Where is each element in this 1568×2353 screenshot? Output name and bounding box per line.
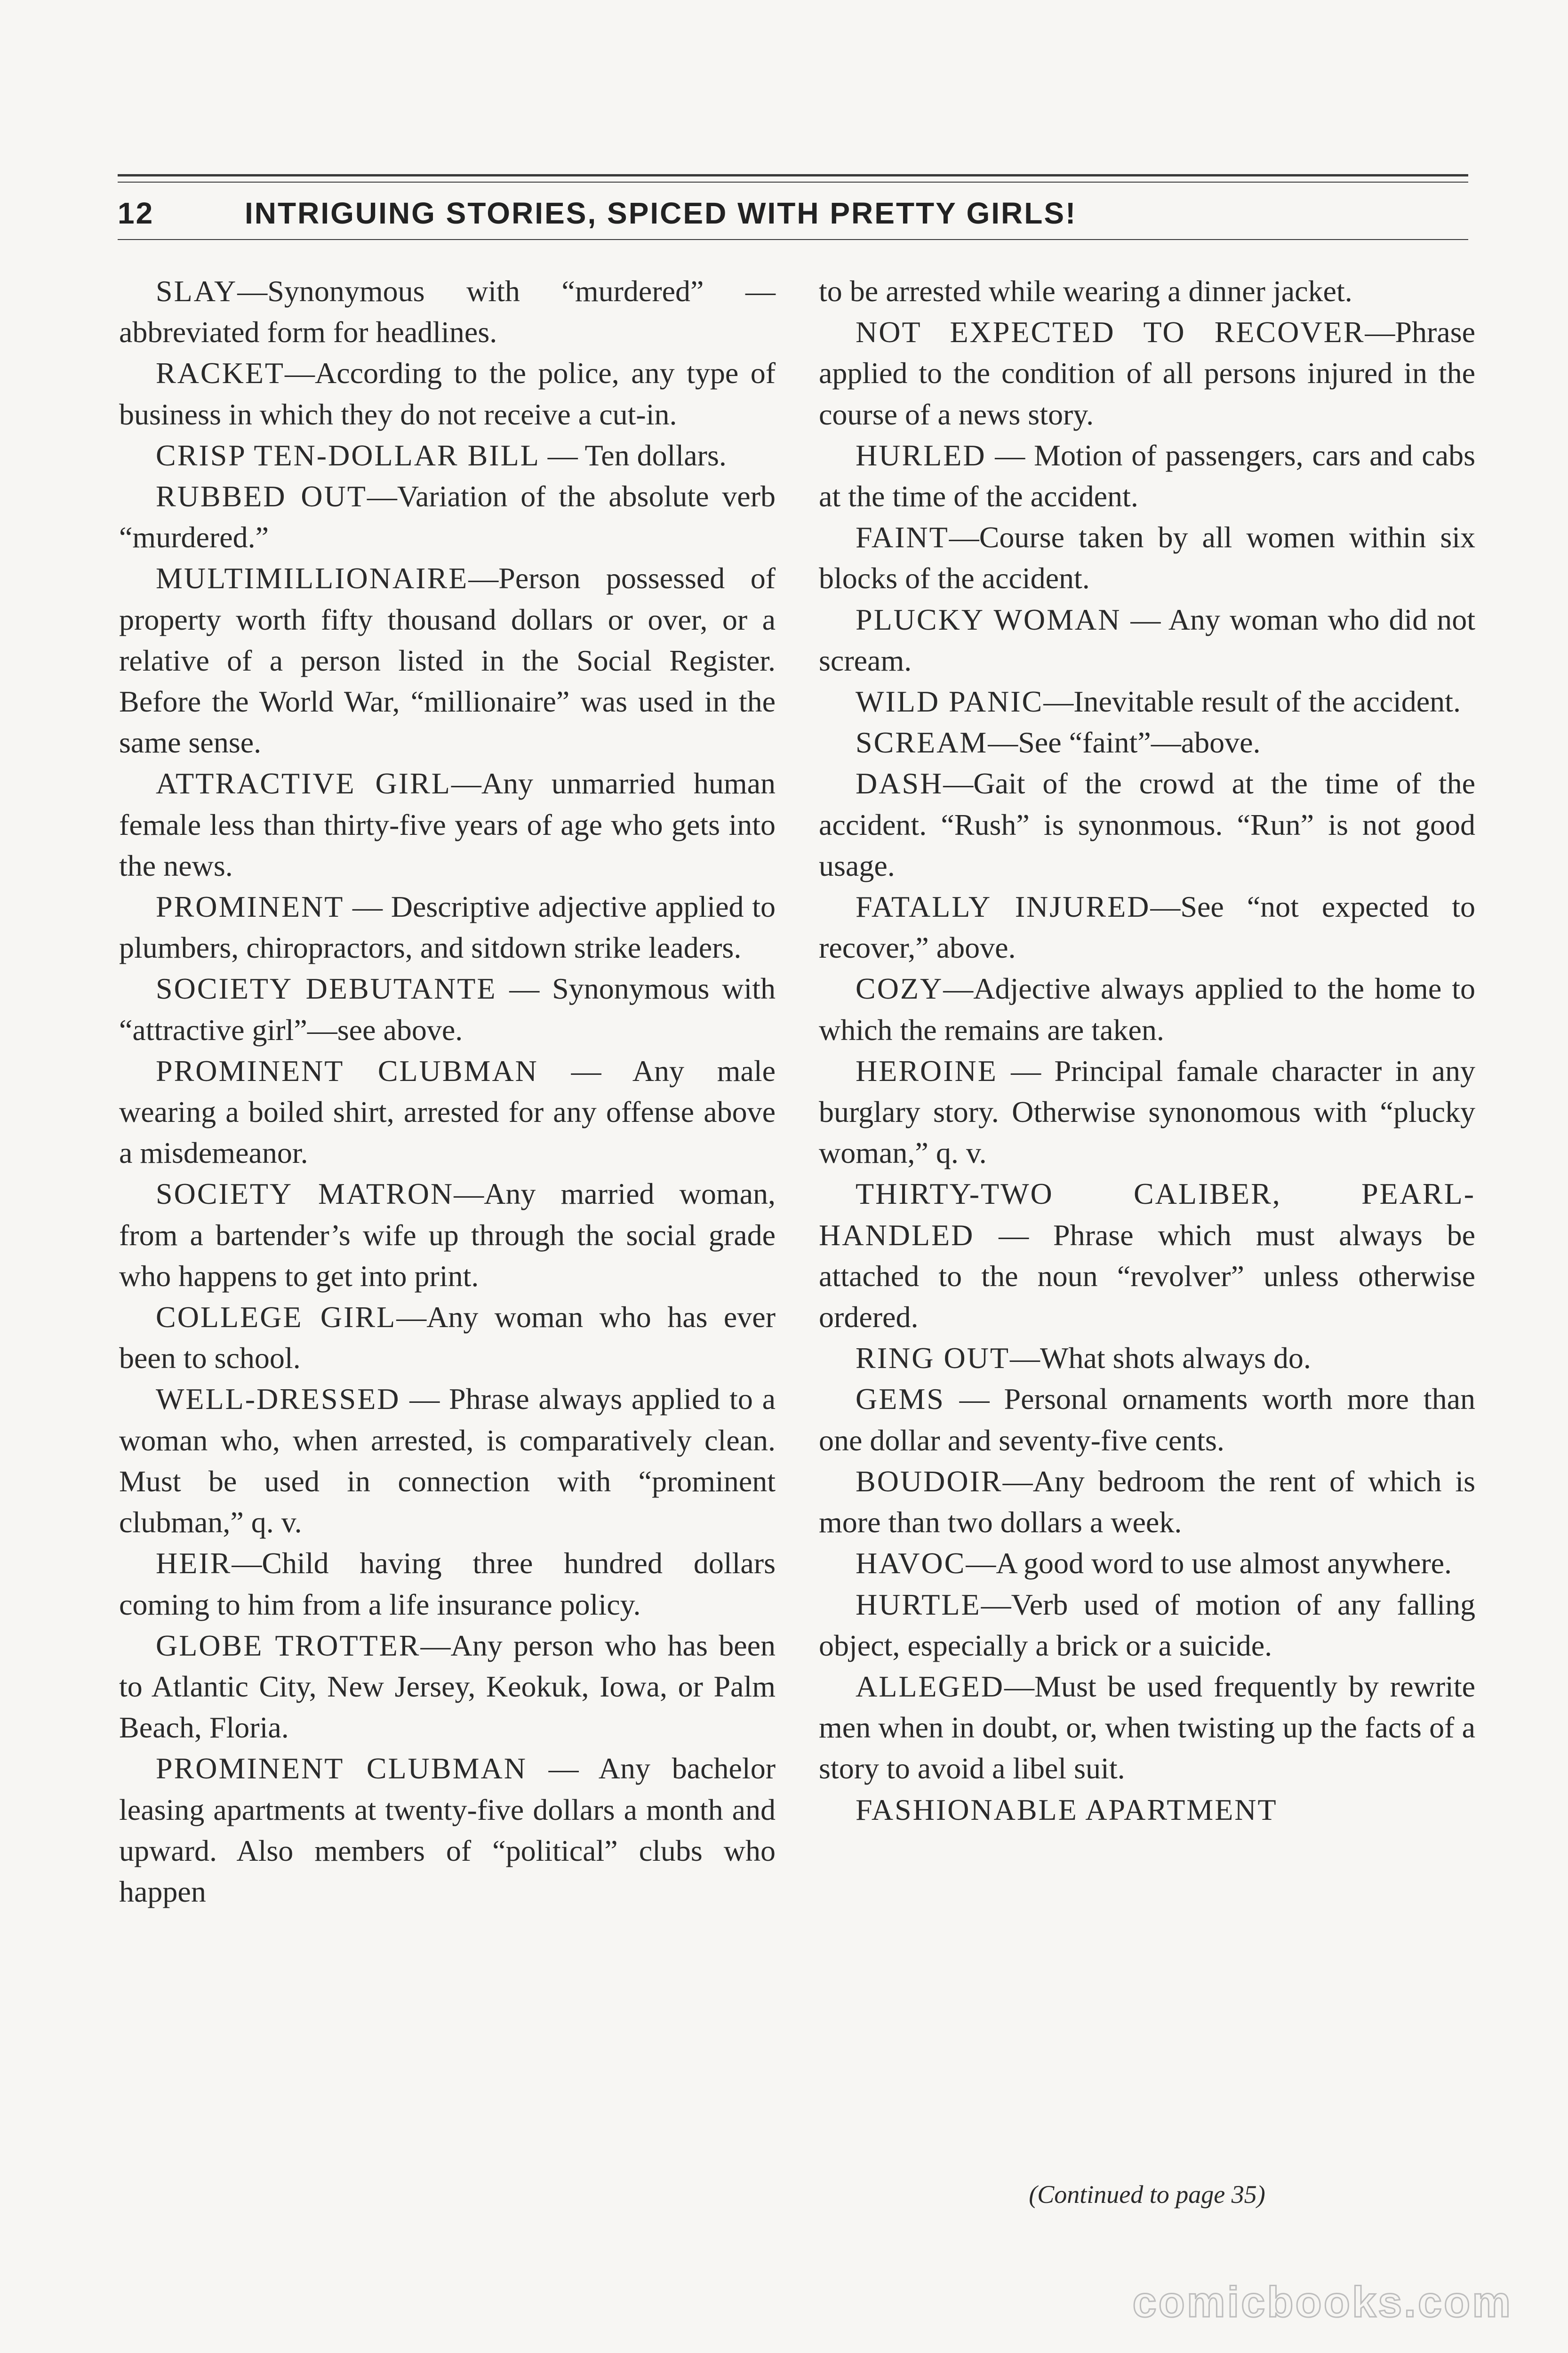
entry-separator: — (237, 274, 268, 308)
entry-separator: — (527, 1752, 599, 1785)
glossary-entry (819, 1173, 1475, 1337)
glossary-entry (819, 722, 1475, 763)
entry-term: PROMINENT CLUBMAN (156, 1752, 527, 1785)
entry-term: SOCIETY MATRON (156, 1177, 454, 1211)
entry-definition: Any unmarried human female less than thirty-five years of age who gets into the news. (119, 767, 776, 882)
entry-term: PROMINENT CLUBMAN (156, 1054, 538, 1088)
glossary-entry (819, 1050, 1475, 1174)
entry-separator: — (451, 767, 481, 800)
glossary-entry (819, 1461, 1475, 1543)
entry-definition: Person possessed of property worth fifty thousand dollars or over, or a relative of a person listed in the Social Register. Before the World War, “millionaire” was used in the same sense. (119, 561, 776, 760)
entry-term: SLAY (156, 274, 238, 308)
entry-definition: See “not expected to recover,” above. (819, 890, 1476, 965)
glossary-entry (819, 1378, 1475, 1460)
glossary-entry (819, 1543, 1475, 1584)
entry-definition: Personal ornaments worth more than one dollar and seventy-five cents. (819, 1382, 1476, 1457)
entry-separator: — (285, 356, 315, 390)
entry-term: HAVOC (856, 1546, 966, 1580)
glossary-entry (119, 1297, 776, 1378)
glossary-entry (119, 763, 776, 886)
page-title: INTRIGUING STORIES, SPICED WITH PRETTY GIRLS! (245, 196, 1077, 230)
entry-term: HURLED (856, 438, 986, 472)
entry-definition: Adjective always applied to the home to which the remains are taken. (819, 972, 1475, 1047)
glossary-entry (119, 435, 776, 476)
entry-separator: — (974, 1218, 1053, 1252)
entry-term: FASHIONABLE APARTMENT (856, 1793, 1278, 1826)
entry-definition: Must be used frequently by rewrite men when in doubt, or, when twisting up the facts of a story to avoid a libel suit. (819, 1669, 1475, 1785)
entry-term: WELL-DRESSED (156, 1382, 400, 1416)
entry-term: SCREAM (856, 726, 988, 760)
entry-term: ALLEGED (856, 1669, 1005, 1703)
glossary-entry (119, 968, 776, 1050)
entry-definition: Principal famale character in any burglary story. Otherwise synonomous with “plucky woman,” q. v. (819, 1054, 1476, 1170)
entry-separator: — (1150, 890, 1181, 924)
entry-separator: — (540, 438, 585, 472)
entry-separator: — (400, 1382, 449, 1416)
glossary-entry (819, 681, 1475, 722)
entry-definition: Any male wearing a boiled shirt, arrested for any offense above a misdemeanor. (119, 1054, 776, 1170)
entry-definition: Phrase applied to the condition of all persons injured in the course of a news story. (819, 315, 1475, 431)
left-column (119, 271, 776, 1912)
header-top-rule-thin (118, 182, 1468, 183)
entry-term: SOCIETY DEBUTANTE (156, 972, 497, 1006)
glossary-entry (119, 1543, 776, 1625)
entry-term: RING OUT (856, 1341, 1010, 1375)
entry-definition: Inevitable result of the accident. (1073, 685, 1461, 719)
entry-separator: — (344, 890, 391, 924)
header-top-rule (118, 174, 1468, 176)
entry-separator: — (1365, 315, 1395, 349)
entry-separator: — (468, 561, 499, 595)
entry-definition: Any bedroom the rent of which is more than two dollars a week. (819, 1464, 1475, 1539)
entry-definition: Synonymous with “murdered” —abbreviated form for headlines. (119, 274, 776, 349)
right-column (819, 271, 1475, 1830)
entry-definition: Phrase which must always be attached to the noun “revolver” unless otherwise ordered. (819, 1218, 1476, 1334)
entry-term: WILD PANIC (856, 685, 1044, 719)
glossary-entry (119, 886, 776, 968)
entry-term: MULTIMILLIONAIRE (156, 561, 469, 595)
entry-definition: to be arrested while wearing a dinner jacket. (819, 274, 1352, 308)
entry-term: HEROINE (856, 1054, 998, 1088)
entry-separator: — (1009, 1341, 1040, 1375)
entry-separator: — (454, 1177, 484, 1211)
entry-term: CRISP TEN-DOLLAR BILL (156, 438, 540, 472)
watermark-logo: comicbooks.com (1132, 2278, 1512, 2326)
glossary-entry (119, 476, 776, 558)
glossary-entry (819, 599, 1475, 681)
entry-separator: — (944, 1382, 1004, 1416)
glossary-entry (819, 1666, 1475, 1789)
entry-separator: — (949, 520, 979, 554)
entry-definition: What shots always do. (1040, 1341, 1311, 1375)
entry-separator: — (1043, 685, 1074, 719)
entry-definition: Motion of passengers, cars and cabs at the time of the accident. (819, 438, 1476, 513)
entry-term: FAINT (856, 520, 949, 554)
entry-definition: See “faint”—above. (1018, 726, 1261, 760)
glossary-entry (119, 1748, 776, 1912)
entry-term: HEIR (156, 1546, 232, 1580)
glossary-entry (119, 1173, 776, 1297)
entry-separator: — (943, 972, 974, 1006)
entry-term: COZY (856, 972, 944, 1006)
entry-definition: Any married woman, from a bartender’s wife up through the social grade who happens to get into print. (119, 1177, 776, 1293)
entry-separator: — (232, 1546, 262, 1580)
entry-definition: Gait of the crowd at the time of the accident. “Rush” is synonmous. “Run” is not good usage. (819, 767, 1475, 882)
entry-separator: — (1002, 1464, 1033, 1498)
entry-definition: Synonymous with “attractive girl”—see above. (119, 972, 776, 1047)
entry-term: GLOBE TROTTER (156, 1628, 421, 1662)
entry-definition: A good word to use almost anywhere. (996, 1546, 1452, 1580)
glossary-entry (819, 1789, 1475, 1830)
glossary-entry (819, 968, 1475, 1050)
entry-definition: Any woman who has ever been to school. (119, 1300, 776, 1375)
entry-definition: Any person who has been to Atlantic City, New Jersey, Keokuk, Iowa, or Palm Beach, Floria. (119, 1628, 776, 1745)
glossary-entry (819, 312, 1475, 435)
entry-definition: Any bachelor leasing apartments at twenty-five dollars a month and upward. Also members of “political” clubs who happen (119, 1752, 776, 1908)
glossary-entry (819, 1337, 1475, 1378)
entry-term: FATALLY INJURED (856, 890, 1151, 924)
entry-term: THIRTY-TWO CALIBER, PEARL-HANDLED (819, 1177, 1475, 1252)
entry-term: GEMS (856, 1382, 945, 1416)
glossary-entry (819, 886, 1475, 968)
glossary-entry (119, 1625, 776, 1748)
entry-term: HURTLE (856, 1587, 981, 1621)
entry-term: PROMINENT (156, 890, 344, 924)
glossary-entry (119, 352, 776, 434)
glossary-entry (119, 271, 776, 352)
entry-separator: — (1121, 602, 1168, 636)
entry-term: COLLEGE GIRL (156, 1300, 397, 1334)
entry-definition: Phrase always applied to a woman who, when arrested, is comparatively clean. Must be used in connection with “prominent clubman,” q. v. (119, 1382, 776, 1539)
glossary-entry (819, 517, 1475, 599)
entry-definition: Variation of the absolute verb “murdered.” (119, 480, 776, 554)
entry-separator: — (367, 480, 397, 513)
entry-term: NOT EXPECTED TO RECOVER (856, 315, 1365, 349)
entry-term: DASH (856, 767, 944, 800)
entry-definition: Child having three hundred dollars coming to him from a life insurance policy. (119, 1546, 776, 1621)
entry-separator: — (396, 1300, 427, 1334)
entry-definition: Ten dollars. (584, 438, 727, 472)
entry-separator: — (986, 438, 1034, 472)
glossary-entry (819, 435, 1475, 517)
page-header (118, 187, 1468, 239)
entry-separator: — (997, 1054, 1055, 1088)
entry-term: RACKET (156, 356, 285, 390)
entry-term: BOUDOIR (856, 1464, 1003, 1498)
glossary-entry (819, 271, 1475, 312)
entry-definition: Verb used of motion of any falling object, especially a brick or a suicide. (819, 1587, 1475, 1662)
continued-note: (Continued to page 35) (1029, 2180, 1265, 2209)
entry-term: RUBBED OUT (156, 480, 367, 513)
entry-definition: According to the police, any type of business in which they do not receive a cut-in. (119, 356, 776, 431)
entry-term: ATTRACTIVE GIRL (156, 767, 451, 800)
entry-definition: Any woman who did not scream. (819, 602, 1476, 677)
entry-definition: Descriptive adjective applied to plumbers, chiropractors, and sitdown strike leaders. (119, 890, 776, 965)
entry-separator: — (538, 1054, 632, 1088)
glossary-entry (819, 763, 1475, 886)
page-number: 12 (118, 196, 154, 230)
header-bottom-rule (118, 239, 1468, 240)
entry-separator: — (981, 1587, 1011, 1621)
entry-definition: Course taken by all women within six blocks of the accident. (819, 520, 1475, 595)
glossary-entry (119, 558, 776, 763)
entry-separator: — (966, 1546, 996, 1580)
entry-separator: — (1004, 1669, 1035, 1703)
glossary-entry (119, 1378, 776, 1543)
entry-separator: — (496, 972, 552, 1006)
entry-separator: — (988, 726, 1018, 760)
glossary-entry (819, 1584, 1475, 1666)
entry-separator: — (943, 767, 974, 800)
entry-separator: — (420, 1628, 451, 1662)
glossary-entry (119, 1050, 776, 1174)
entry-term: PLUCKY WOMAN (856, 602, 1121, 636)
